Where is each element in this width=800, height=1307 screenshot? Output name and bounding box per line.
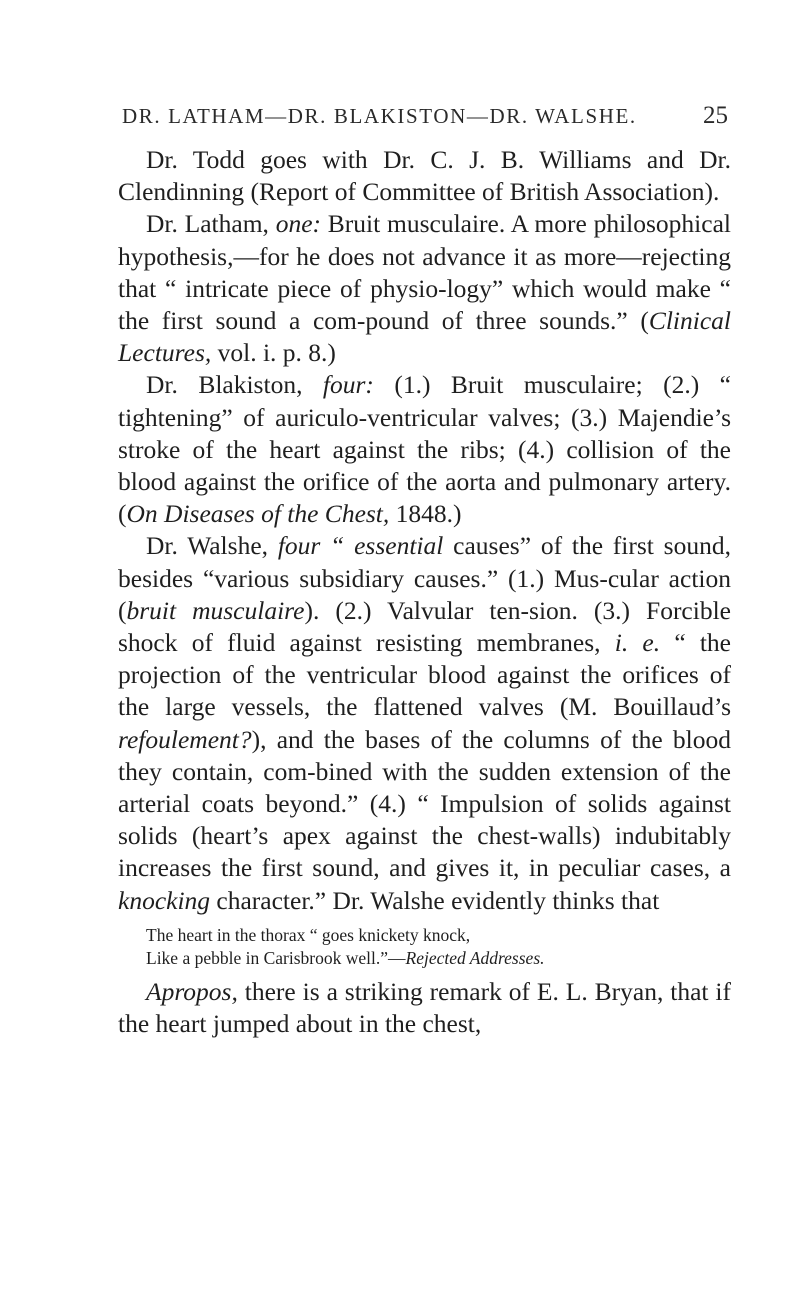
page-number: 25 xyxy=(703,102,728,129)
paragraph-apropos xyxy=(118,976,731,1040)
quote-line-2: Like a pebble in Carisbrook well.”— xyxy=(146,947,406,968)
paragraph-todd xyxy=(118,144,731,208)
text-run: there is a striking remark of E. L. Bryan, that if the heart jumped about in the chest, xyxy=(118,976,731,1039)
text-run: ). (2.) Valvular ten-sion. (3.) Forcible shock of fluid against resisting membranes, xyxy=(118,595,731,658)
text-run: vol. i. p. 8.) xyxy=(211,338,336,368)
text-run: Dr. Blakiston, xyxy=(146,370,323,400)
paragraph-todd-text: Dr. Todd goes with Dr. C. J. B. Williams and Dr. Clendinning (Report of Committee of British Association). xyxy=(118,145,731,207)
text-run: character.” Dr. Walshe evidently thinks that xyxy=(210,885,660,915)
text-run: 1848.) xyxy=(389,499,462,529)
text-run: Dr. Latham, xyxy=(146,209,276,239)
text-run: Bruit musculaire. A more philosophical hypothesis,—for he does not advance it as more—rejecting that “ intricate piece of physio-logy” which would make “ the first sound a com-pound of three sounds.” ( xyxy=(118,209,731,336)
text-run: “ the projection of the ventricular blood against the orifices of the large vessels, the flattened valves (M. Bouillaud’s xyxy=(118,628,732,722)
quote-line-1: The heart in the thorax “ goes knickety knock, xyxy=(146,924,471,945)
text-run: Dr. Walshe, xyxy=(146,531,278,561)
italic-run: knocking xyxy=(118,885,211,915)
running-head: DR. LATHAM—DR. BLAKISTON—DR. WALSHE. xyxy=(122,104,637,128)
italic-run: Apropos, xyxy=(146,976,238,1006)
verse-quote xyxy=(146,924,731,970)
italic-run: bruit musculaire xyxy=(126,595,305,625)
text-run: (1.) Bruit musculaire; (2.) “ tightening” of auriculo-ventricular valves; (3.) Majendie’s stroke of the heart against the ribs; (4.) collision of the blood against the orifice of the aorta and pulmonary artery. ( xyxy=(118,370,731,529)
paragraph-walshe xyxy=(118,530,731,916)
italic-run: four “ essential xyxy=(277,531,444,561)
italic-citation: On Diseases of the Chest, xyxy=(126,499,390,529)
text-run: causes” of the first sound, besides “various subsidiary causes.” (1.) Mus-cular action ( xyxy=(118,531,731,625)
paragraph-blakiston xyxy=(118,369,731,530)
italic-run: one: xyxy=(275,209,322,239)
italic-citation: Clinical Lectures, xyxy=(118,306,731,368)
italic-run: four: xyxy=(322,370,374,400)
quote-source: Rejected Addresses. xyxy=(405,947,545,968)
page-header xyxy=(120,102,728,132)
italic-run: i. e. xyxy=(614,628,661,658)
text-run: ), and the bases of the columns of the blood they contain, com-bined with the sudden extension of the arterial coats beyond.” (4.) “ Impulsion of solids against solids (heart’s apex against the chest-walls) indubitably increases the first sound, and gives it, in peculiar cases, a xyxy=(118,724,731,883)
italic-run: refoulement? xyxy=(118,724,252,754)
body-text xyxy=(118,144,731,1040)
paragraph-latham xyxy=(118,208,731,369)
